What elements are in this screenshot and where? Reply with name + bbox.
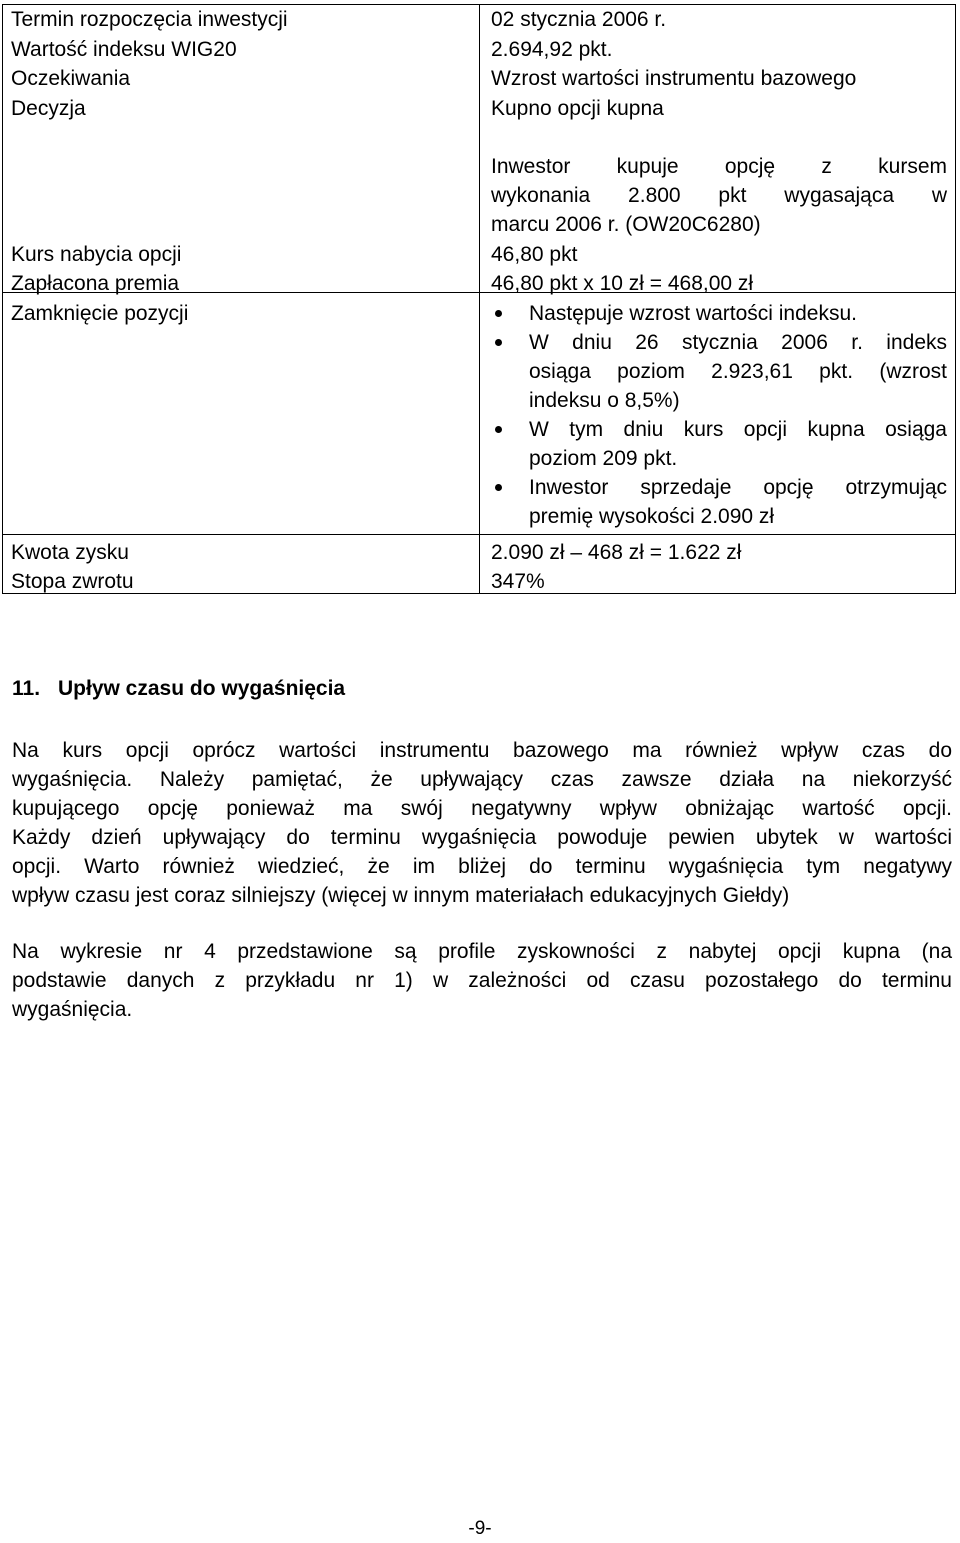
paragraph-line: wygaśnięcia. Należy pamiętać, że upływający czas zawsze działa na niekorzyść [12, 768, 952, 791]
page-number: -9- [468, 1518, 492, 1539]
label-purchase-price: Kurs nabycia opcji [11, 243, 182, 266]
value-return-rate: 347% [491, 570, 545, 593]
bullet-line: Następuje wzrost wartości indeksu. [529, 302, 857, 325]
section-number: 11. [12, 677, 41, 700]
bullet-line: osiąga poziom 2.923,61 pkt. (wzrost [529, 360, 947, 383]
label-start-date: Termin rozpoczęcia inwestycji [11, 8, 288, 31]
bullet-icon [495, 484, 502, 491]
closing-bullet [491, 473, 947, 531]
value-index-value: 2.694,92 pkt. [491, 38, 613, 61]
paragraph-line: wpływ czasu jest coraz silniejszy (więcej w innym materiałach edukacyjnych Giełdy) [12, 884, 790, 907]
paragraph-line: podstawie danych z przykładu nr 1) w zależności od czasu pozostałego do terminu [12, 969, 952, 992]
label-closing: Zamknięcie pozycji [11, 302, 189, 325]
bullet-line: premię wysokości 2.090 zł [529, 505, 775, 528]
decision-details-line: wykonania 2.800 pkt wygasająca w [491, 184, 947, 207]
closing-bullet [491, 299, 947, 328]
value-profit: 2.090 zł – 468 zł = 1.622 zł [491, 541, 742, 564]
bullet-icon [495, 339, 502, 346]
paragraph-chart-reference [12, 937, 952, 1024]
bullet-line: poziom 209 pkt. [529, 447, 678, 470]
value-decision: Kupno opcji kupna [491, 97, 664, 120]
label-return-rate: Stopa zwrotu [11, 570, 134, 593]
value-start-date: 02 stycznia 2006 r. [491, 8, 667, 31]
label-index-value: Wartość indeksu WIG20 [11, 38, 237, 61]
section-title: Upływ czasu do wygaśnięcia [58, 677, 346, 700]
decision-details [491, 152, 947, 239]
bullet-line: W dniu 26 stycznia 2006 r. indeks [529, 331, 947, 354]
paragraph-time-decay [12, 736, 952, 910]
paragraph-line: kupującego opcję ponieważ ma swój negatywny wpływ obniżając wartość opcji. [12, 797, 952, 820]
value-premium: 46,80 pkt x 10 zł = 468,00 zł [491, 272, 754, 295]
label-profit: Kwota zysku [11, 541, 129, 564]
label-decision: Decyzja [11, 97, 86, 120]
paragraph-line: Na kurs opcji oprócz wartości instrumentu bazowego ma również wpływ czas do [12, 739, 952, 762]
value-expectations: Wzrost wartości instrumentu bazowego [491, 67, 857, 90]
investment-summary-table [2, 4, 956, 594]
label-premium: Zapłacona premia [11, 272, 180, 295]
paragraph-line: Każdy dzień upływający do terminu wygaśnięcia powoduje pewien ubytek w wartości [12, 826, 952, 849]
paragraph-line: Na wykresie nr 4 przedstawione są profile zyskowności z nabytej opcji kupna (na [12, 940, 952, 963]
decision-details-line: marcu 2006 r. (OW20C6280) [491, 213, 761, 236]
value-purchase-price: 46,80 pkt [491, 243, 578, 266]
paragraph-line: opcji. Warto również wiedzieć, że im bliżej do terminu wygaśnięcia tym negatywy [12, 855, 952, 878]
closing-bullet-list [491, 299, 947, 531]
column-divider [479, 5, 480, 593]
decision-details-line: Inwestor kupuje opcję z kursem [491, 155, 947, 178]
closing-bullet [491, 415, 947, 473]
bullet-line: W tym dniu kurs opcji kupna osiąga [529, 418, 947, 441]
bullet-icon [495, 426, 502, 433]
bullet-line: Inwestor sprzedaje opcję otrzymując [529, 476, 947, 499]
bullet-line: indeksu o 8,5%) [529, 389, 680, 412]
section-heading [12, 674, 345, 703]
bullet-icon [495, 310, 502, 317]
closing-bullet [491, 328, 947, 415]
row-divider [3, 534, 955, 535]
label-expectations: Oczekiwania [11, 67, 131, 90]
paragraph-line: wygaśnięcia. [12, 998, 133, 1021]
